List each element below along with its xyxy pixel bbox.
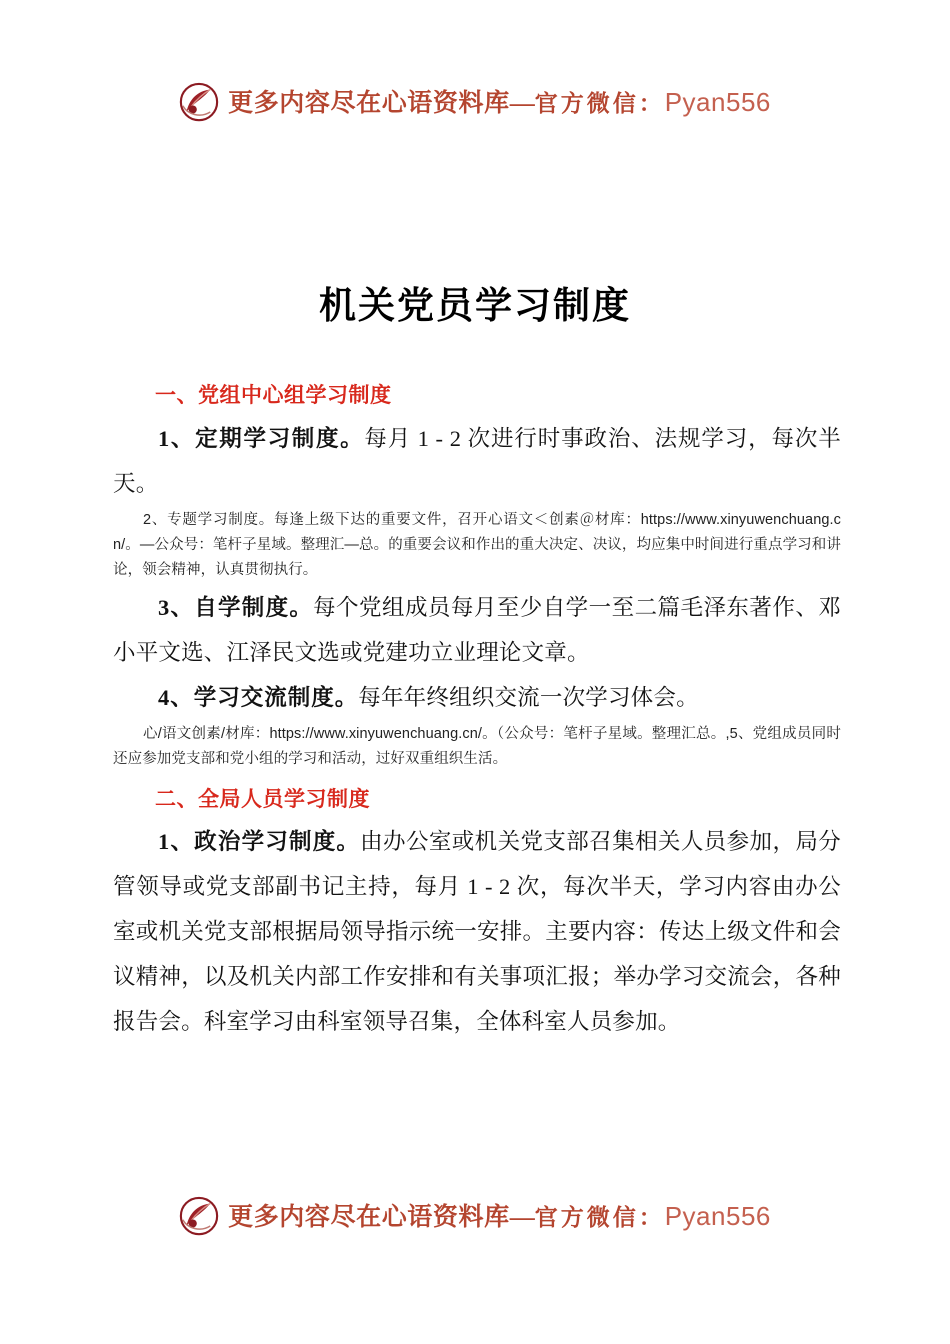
document-body <box>113 380 841 1044</box>
watermark-separator: — <box>509 89 535 117</box>
clause-1-1 <box>113 416 841 506</box>
brush-circle-logo-icon <box>179 1196 219 1236</box>
watermark-wechat-label: 官方微信： <box>534 1204 665 1230</box>
watermark-prefix: 更多内容尽在心语资料库 <box>228 1203 510 1231</box>
watermark-separator: — <box>509 1203 535 1231</box>
clause-1-3 <box>113 585 841 675</box>
clause-2-1 <box>113 819 841 1044</box>
clause-1-4-text: 每年年终组织交流一次学习体会。 <box>358 684 699 710</box>
clause-1-3-text: 每个党组成员每月至少自学一至二篇毛泽东著作、邓小平文选、江泽民文选或党建功立业理论文章。 <box>113 594 841 665</box>
section-heading-2: 二、全局人员学习制度 <box>155 786 370 811</box>
clause-1-3-lead: 3、自学制度。 <box>158 594 314 620</box>
watermark-wechat-id: Pyan556 <box>664 86 771 117</box>
clause-1-1-lead: 1、定期学习制度。 <box>158 425 365 451</box>
clause-2-1-lead: 1、政治学习制度。 <box>158 829 361 854</box>
clause-2-1-text: 由办公室或机关党支部召集相关人员参加，局分管领导或党支部副书记主持，每月 1 - 2 次，每次半天，学习内容由办公室或机关党支部根据局领导指示统一安排。主要内容：传达上级文件和会议精神，以及机关内部工作安排和有关事项汇报；举办学习交流会，各种报告会。科室学习由科室领导召集，全体科室人员参加。 <box>113 829 841 1034</box>
clause-1-5: 心/语文创素/材库：https://www.xinyuwenchuang.cn/。（公众号：笔杆子星域。整理汇总。,5、党组成员同时还应参加党支部和党小组的学习和活动，过好双重组织生活。 <box>113 725 841 767</box>
watermark-text <box>228 86 771 117</box>
watermark-wechat-label: 官方微信： <box>534 90 665 116</box>
watermark-header <box>0 82 950 122</box>
section-heading-1: 一、党组中心组学习制度 <box>155 383 392 407</box>
watermark-footer <box>0 1196 950 1236</box>
clause-1-4-lead: 4、学习交流制度。 <box>158 684 359 710</box>
clause-1-4 <box>113 675 841 720</box>
clause-1-1-text: 每月 1 - 2 次进行时事政治、法规学习，每次半天。 <box>113 425 841 496</box>
page-title: 机关党员学习制度 <box>319 283 631 327</box>
clause-1-2: 2、专题学习制度。每逢上级下达的重要文件，召开心语文＜创素＠材库：https://www.xinyuwenchuang.cn/。—公众号：笔杆子星域。整理汇—总。的重要会议和作出的重大决定、决议，均应集中时间进行重点学习和讲论，领会精神，认真贯彻执行。 <box>113 511 841 578</box>
watermark-wechat-id: Pyan556 <box>664 1200 771 1231</box>
watermark-text <box>228 1200 771 1231</box>
brush-circle-logo-icon <box>179 82 219 122</box>
watermark-prefix: 更多内容尽在心语资料库 <box>228 89 510 117</box>
